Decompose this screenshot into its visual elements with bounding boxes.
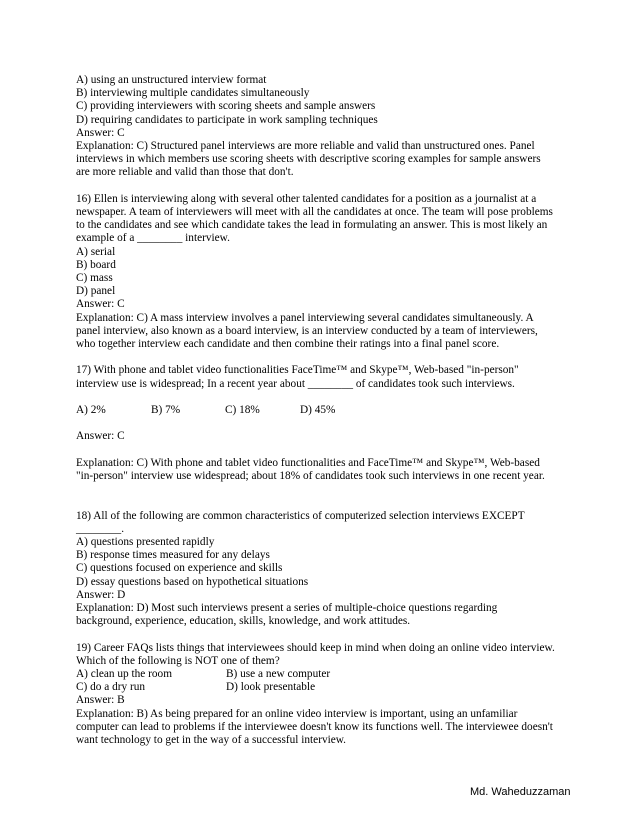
- explanation-line: background, experience, education, skills, knowledge, and work attitudes.: [76, 615, 411, 628]
- explanation-line: "in-person" interview use widespread; about 18% of candidates took such interviews in one recent year.: [76, 470, 545, 483]
- spacer: [76, 496, 566, 509]
- explanation-line: Explanation: C) Structured panel interviews are more reliable and valid than unstructured ones. Panel: [76, 140, 535, 153]
- spacer: [76, 391, 566, 404]
- question-stem: to the candidates and see which candidate takes the lead in formulating an answer. This is most likely an: [76, 219, 548, 232]
- answer: Answer: C: [76, 126, 125, 139]
- option-b: B) interviewing multiple candidates simultaneously: [76, 87, 310, 100]
- option-c: C) do a dry run: [76, 681, 146, 694]
- page-content: [76, 74, 566, 747]
- explanation-line: interviews in which members use scoring sheets with descriptive scoring examples for sample answers: [76, 153, 541, 166]
- spacer: [76, 417, 566, 430]
- option-a: A) 2%: [76, 404, 106, 417]
- explanation-line: who together interview each candidate and then combine their ratings into a final panel score.: [76, 338, 500, 351]
- spacer: [76, 628, 566, 641]
- option-d: D) requiring candidates to participate in work sampling techniques: [76, 113, 378, 126]
- option-d: D) panel: [76, 285, 116, 298]
- option-c: C) mass: [76, 272, 113, 285]
- option-c: C) questions focused on experience and skills: [76, 562, 283, 575]
- question-stem: Which of the following is NOT one of them?: [76, 654, 280, 667]
- option-b: B) response times measured for any delays: [76, 549, 270, 562]
- explanation-line: Explanation: B) As being prepared for an online video interview is important, using an unfamiliar: [76, 707, 518, 720]
- question-16: [76, 193, 566, 351]
- explanation-line: computer can lead to problems if the interviewee doesn't know its functions well. The interviewee doesn't: [76, 720, 553, 733]
- question-stem: 16) Ellen is interviewing along with several other talented candidates for a position as a journalist at a: [76, 192, 537, 205]
- question-stem: interview use is widespread; In a recent year about ________ of candidates took such interviews.: [76, 377, 515, 390]
- explanation-line: Explanation: C) A mass interview involves a panel interviewing several candidates simultaneously. A: [76, 311, 534, 324]
- answer: Answer: B: [76, 694, 125, 707]
- explanation-line: panel interview, also known as a board interview, is an interview conducted by a team of interviewers,: [76, 324, 538, 337]
- answer: Answer: D: [76, 588, 126, 601]
- option-c: C) providing interviewers with scoring sheets and sample answers: [76, 100, 376, 113]
- spacer: [76, 351, 566, 364]
- option-a: A) serial: [76, 245, 116, 258]
- option-b: B) use a new computer: [226, 668, 331, 681]
- option-d: D) 45%: [300, 404, 336, 417]
- question-stem: newspaper. A team of interviewers will meet with all the candidates at once. The team will pose problems: [76, 206, 553, 219]
- question-18: [76, 510, 566, 629]
- question-19: [76, 642, 566, 748]
- spacer: [76, 444, 566, 457]
- spacer: [76, 483, 566, 496]
- footer-author: Md. Waheduzzaman: [470, 786, 571, 798]
- option-d: D) essay questions based on hypothetical situations: [76, 575, 309, 588]
- question-stem: 18) All of the following are common characteristics of computerized selection interviews EXCEPT: [76, 509, 525, 522]
- question-stem: example of a ________ interview.: [76, 232, 230, 245]
- option-a: A) questions presented rapidly: [76, 536, 215, 548]
- spacer: [76, 180, 566, 193]
- explanation-line: want technology to get in the way of a successful interview.: [76, 734, 346, 747]
- option-b: B) 7%: [151, 404, 181, 417]
- option-a: A) clean up the room: [76, 668, 172, 681]
- option-b: B) board: [76, 258, 116, 271]
- answer: Answer: C: [76, 430, 125, 443]
- question-stem: 17) With phone and tablet video functionalities FaceTime™ and Skype™, Web-based "in-person": [76, 364, 519, 377]
- question-17: [76, 364, 566, 483]
- question-15-continuation: [76, 74, 566, 180]
- option-c: C) 18%: [225, 404, 260, 417]
- explanation-line: Explanation: D) Most such interviews present a series of multiple-choice questions regarding: [76, 602, 498, 615]
- answer: Answer: C: [76, 298, 125, 311]
- options-row: [76, 404, 566, 417]
- question-stem: 19) Career FAQs lists things that interviewees should keep in mind when doing an online video interview.: [76, 641, 555, 654]
- explanation-line: are more reliable and valid than those that don't.: [76, 166, 294, 179]
- option-a: A) using an unstructured interview format: [76, 74, 267, 86]
- question-stem: ________.: [76, 522, 125, 535]
- options-row: [76, 668, 566, 681]
- explanation-line: Explanation: C) With phone and tablet video functionalities and FaceTime™ and Skype™, Web-based: [76, 456, 540, 469]
- option-d: D) look presentable: [226, 681, 316, 694]
- options-row: [76, 681, 566, 694]
